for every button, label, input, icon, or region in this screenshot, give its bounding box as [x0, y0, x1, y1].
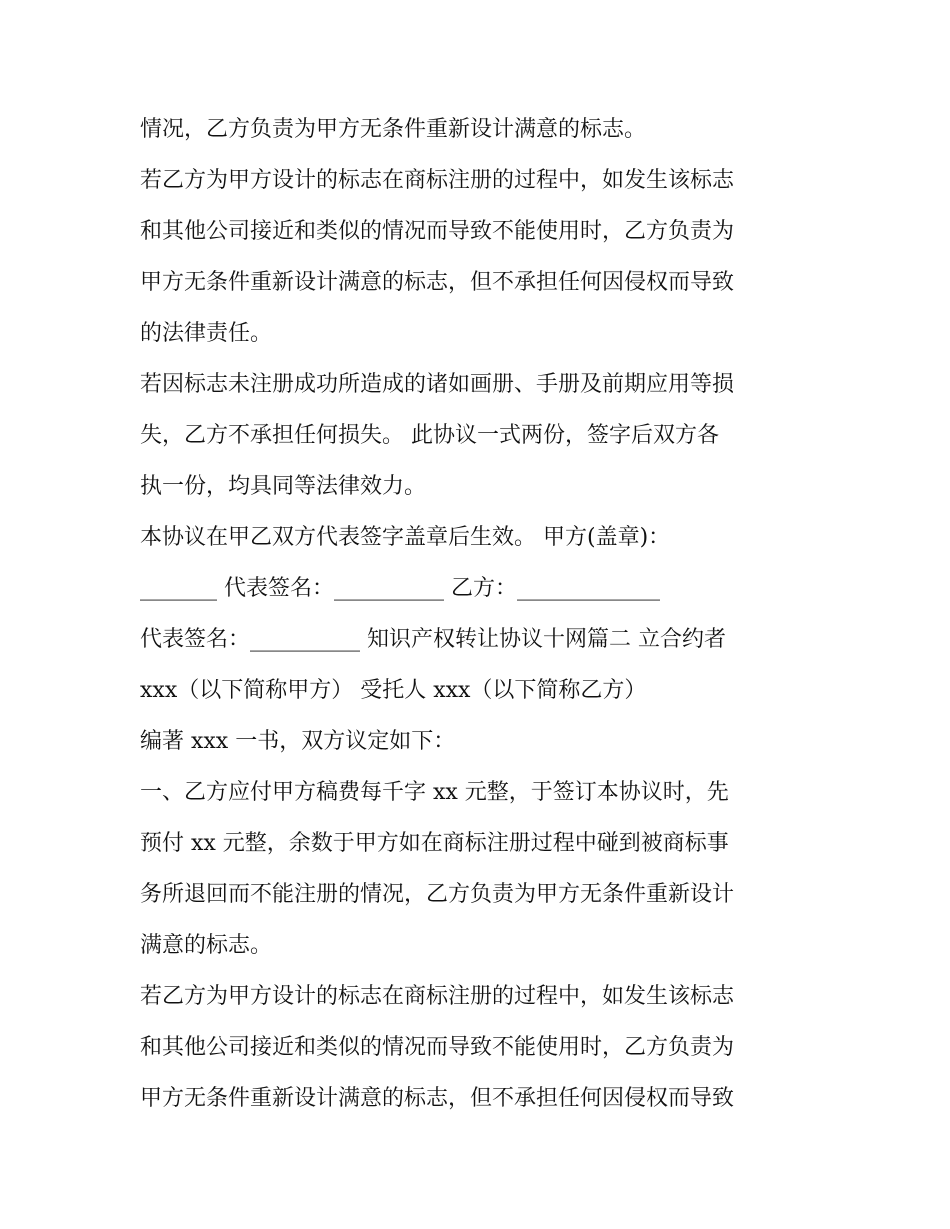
- text-line: 执一份，均具同等法律效力。: [140, 474, 427, 499]
- text-line: 本协议在甲乙双方代表签字盖章后生效。 甲方(盖章)：: [140, 525, 671, 550]
- text-line: 若乙方为甲方设计的标志在商标注册的过程中，如发生该标志: [140, 984, 735, 1009]
- text-line: 代表签名：__________ 知识产权转让协议十网篇二 立合约者: [140, 627, 726, 652]
- text-line: 若乙方为甲方设计的标志在商标注册的过程中，如发生该标志: [140, 168, 735, 193]
- text-line: 和其他公司接近和类似的情况而导致不能使用时，乙方负责为: [140, 1035, 735, 1060]
- text-line: 失，乙方不承担任何损失。 此协议一式两份，签字后双方各: [140, 423, 719, 448]
- text-line: 务所退回而不能注册的情况，乙方负责为甲方无条件重新设计: [140, 882, 735, 907]
- text-line: 预付 xx 元整，余数于甲方如在商标注册过程中碰到被商标事: [140, 831, 729, 856]
- text-line: 若因标志未注册成功所造成的诸如画册、手册及前期应用等损: [140, 372, 735, 397]
- text-line: 和其他公司接近和类似的情况而导致不能使用时，乙方负责为: [140, 219, 735, 244]
- text-line: 的法律责任。: [140, 321, 273, 346]
- text-line: 甲方无条件重新设计满意的标志，但不承担任何因侵权而导致: [140, 270, 735, 295]
- text-line: 编著 xxx 一书，双方议定如下：: [140, 729, 456, 754]
- document-body: [140, 104, 820, 1124]
- text-line: 满意的标志。: [140, 933, 273, 958]
- text-line: 一、乙方应付甲方稿费每千字 xx 元整，于签订本协议时，先: [140, 780, 729, 805]
- text-line: xxx（以下简称甲方） 受托人 xxx（以下简称乙方）: [140, 678, 647, 703]
- text-line: 甲方无条件重新设计满意的标志，但不承担任何因侵权而导致: [140, 1086, 735, 1111]
- text-line: 情况，乙方负责为甲方无条件重新设计满意的标志。: [140, 117, 647, 142]
- signature-line: _______ 代表签名：__________ 乙方：_____________: [140, 576, 660, 601]
